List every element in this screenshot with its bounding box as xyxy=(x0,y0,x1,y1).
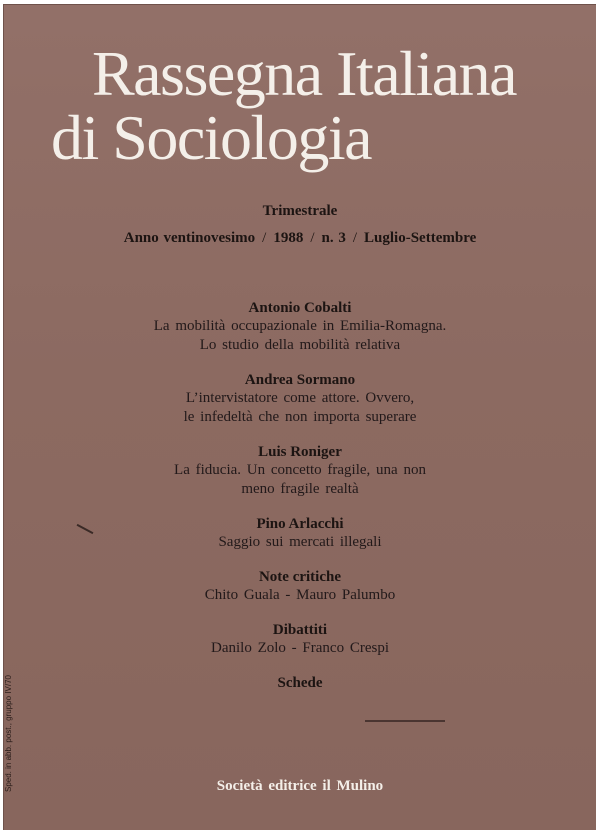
issue-separator: / xyxy=(310,230,315,246)
issue-year: 1988 xyxy=(273,230,304,246)
toc-entry-roniger xyxy=(0,444,600,499)
toc-author: Antonio Cobalti xyxy=(248,300,352,316)
issue-period: Luglio-Settembre xyxy=(364,230,477,246)
toc-section-authors: Chito Guala - Mauro Palumbo xyxy=(204,587,396,603)
toc-article-title: Lo studio della mobilità relativa xyxy=(199,337,401,353)
divider-mark xyxy=(365,720,445,722)
toc-author: Luis Roniger xyxy=(258,444,342,460)
issue-number: n. 3 xyxy=(321,230,346,246)
toc-author: Andrea Sormano xyxy=(244,372,356,388)
toc-entry-dibattiti xyxy=(0,622,600,658)
toc-article-title: meno fragile realtà xyxy=(241,481,359,497)
issue-line xyxy=(0,230,600,247)
issue-separator: / xyxy=(352,230,358,246)
toc-article-title: La mobilità occupazionale in Emilia-Romagna. xyxy=(153,318,447,334)
toc-section-heading: Schede xyxy=(277,675,323,691)
toc-section-heading: Dibattiti xyxy=(272,622,328,638)
toc-section-heading: Note critiche xyxy=(258,569,342,585)
toc-entry-sormano xyxy=(0,372,600,427)
toc-article-title: La fiducia. Un concetto fragile, una non xyxy=(174,462,426,478)
toc-section-authors: Danilo Zolo - Franco Crespi xyxy=(211,640,389,656)
toc-entry-cobalti xyxy=(0,300,600,355)
journal-title-line1: Rassegna Italiana xyxy=(91,38,517,109)
toc-article-title: L’intervistatore come attore. Ovvero, xyxy=(185,390,415,406)
table-of-contents xyxy=(0,300,600,692)
journal-title-line2: di Sociologia xyxy=(50,102,372,173)
toc-entry-note-critiche xyxy=(0,569,600,605)
postal-note: Sped. in abb. post., gruppo IV/70 xyxy=(4,675,13,792)
frequency-label: Trimestrale xyxy=(262,203,338,219)
issue-separator: / xyxy=(262,230,267,246)
toc-article-title: Saggio sui mercati illegali xyxy=(218,534,382,550)
issue-year-label: Anno ventinovesimo xyxy=(123,230,256,246)
toc-entry-arlacchi xyxy=(0,516,600,552)
toc-article-title: le infedeltà che non importa superare xyxy=(183,409,417,425)
publisher-name: Società editrice il Mulino xyxy=(216,778,384,794)
toc-entry-schede xyxy=(0,675,600,692)
toc-author: Pino Arlacchi xyxy=(256,516,344,532)
